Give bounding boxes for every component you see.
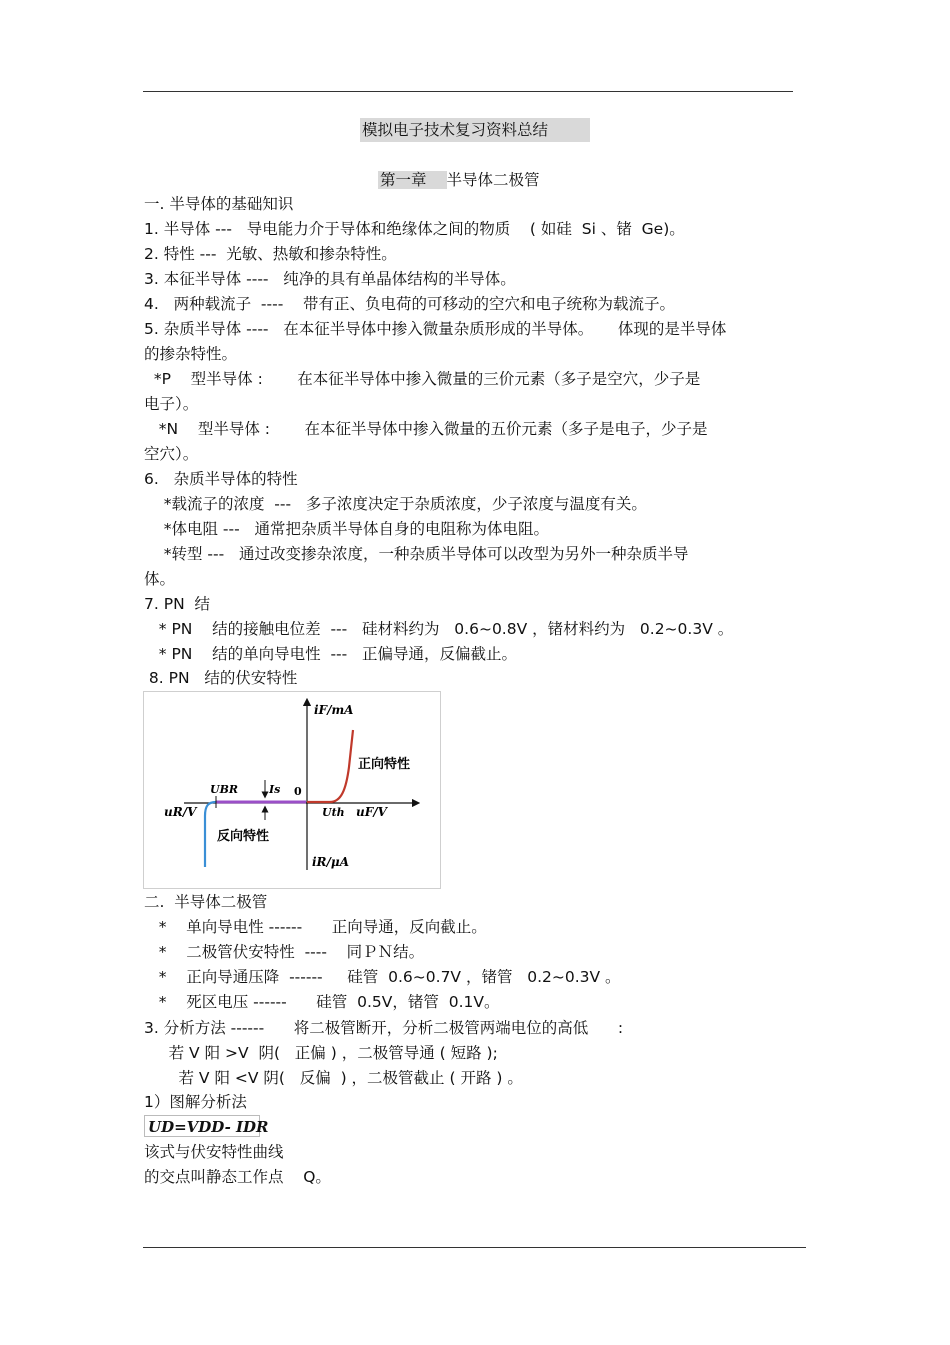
text-line: 1）图解分析法 — [144, 1093, 247, 1111]
text-line: * 死区电压 ------ 硅管 0.5V，锗管 0.1V。 — [144, 993, 500, 1011]
text-line: 4. 两种载流子 ---- 带有正、负电荷的可移动的空穴和电子统称为载流子。 — [144, 295, 676, 313]
text-line: 5. 杂质半导体 ---- 在本征半导体中掺入微量杂质形成的半导体。 体现的是半导体 — [144, 320, 727, 338]
text-line: 空穴）。 — [144, 445, 199, 463]
text-line: 体。 — [144, 570, 176, 588]
reverse-breakdown-curve — [205, 802, 216, 867]
threshold-voltage-label: Uth — [322, 806, 345, 819]
bottom-rule — [143, 1247, 806, 1248]
breakdown-voltage-label: UBR — [210, 783, 239, 796]
text-line: *N 型半导体 : 在本征半导体中掺入微量的五价元素（多子是电子，少子是 — [144, 420, 708, 438]
text-line: 3. 分析方法 ------ 将二极管断开，分析二极管两端电位的高低 : — [144, 1019, 624, 1037]
text-line: * PN 结的接触电位差 --- 硅材料约为 0.6~0.8V ，锗材料约为 0.2~0.3V 。 — [144, 620, 734, 638]
text-line: * 单向导电性 ------ 正向导通，反向截止。 — [144, 918, 487, 936]
text-line: 的交点叫静态工作点 Q。 — [144, 1168, 331, 1186]
text-line: * 二极管伏安特性 ---- 同ＰＮ结。 — [144, 943, 425, 961]
text-line: 若 V 阳 <V 阴( 反偏 ) ，二极管截止 ( 开路 ) 。 — [144, 1069, 523, 1087]
chapter-heading — [378, 168, 540, 192]
chapter-name: 半导体二极管 — [446, 171, 540, 189]
text-line: *体电阻 --- 通常把杂质半导体自身的电阻称为体电阻。 — [144, 520, 549, 538]
text-line: 6. 杂质半导体的特性 — [144, 470, 298, 488]
reverse-characteristic-label: 反向特性 — [217, 829, 270, 844]
text-line: *转型 --- 通过改变掺杂浓度，一种杂质半导体可以改型为另外一种杂质半导 — [144, 545, 689, 563]
iv-curve-diagram — [144, 692, 440, 888]
text-line: 的掺杂特性。 — [144, 345, 238, 363]
saturation-current-label: Is — [269, 783, 281, 796]
text-line: 一. 半导体的基础知识 — [144, 195, 294, 213]
document-title: 模拟电子技术复习资料总结 — [360, 118, 590, 142]
x-axis-right-label: uF/V — [356, 805, 387, 819]
text-line: 二. 半导体二极管 — [144, 893, 268, 911]
text-line: *载流子的浓度 --- 多子浓度决定于杂质浓度，少子浓度与温度有关。 — [144, 495, 647, 513]
text-line: 电子）。 — [144, 395, 199, 413]
text-line: * PN 结的单向导电性 --- 正偏导通，反偏截止。 — [144, 645, 518, 663]
text-line: 若 V 阳 >V 阴( 正偏 ) ，二极管导通 ( 短路 ); — [144, 1044, 498, 1062]
text-line: 该式与伏安特性曲线 — [144, 1143, 284, 1161]
origin-label: 0 — [294, 785, 302, 798]
top-rule — [143, 91, 793, 92]
text-line: 2. 特性 --- 光敏、热敏和掺杂特性。 — [144, 245, 397, 263]
text-line: 8. PN 结的伏安特性 — [144, 669, 298, 687]
y-axis-top-label: iF/mA — [314, 703, 354, 717]
x-axis-left-label: uR/V — [164, 805, 197, 819]
forward-curve — [307, 730, 353, 802]
chapter-number: 第一章 — [378, 171, 447, 189]
load-line-formula: UD=VDD- IDR — [144, 1115, 260, 1137]
text-line: 7. PN 结 — [144, 595, 211, 613]
text-line: 1. 半导体 --- 导电能力介于导体和绝缘体之间的物质 ( 如硅 Si 、锗 Ge)。 — [144, 220, 685, 238]
pn-junction-iv-figure — [143, 691, 441, 889]
y-axis-bottom-label: iR/μA — [312, 855, 350, 869]
text-line: 3. 本征半导体 ---- 纯净的具有单晶体结构的半导体。 — [144, 270, 516, 288]
forward-characteristic-label: 正向特性 — [358, 757, 411, 772]
text-line: * 正向导通压降 ------ 硅管 0.6~0.7V ，锗管 0.2~0.3V 。 — [144, 968, 621, 986]
text-line: *P 型半导体 : 在本征半导体中掺入微量的三价元素（多子是空穴，少子是 — [144, 370, 701, 388]
